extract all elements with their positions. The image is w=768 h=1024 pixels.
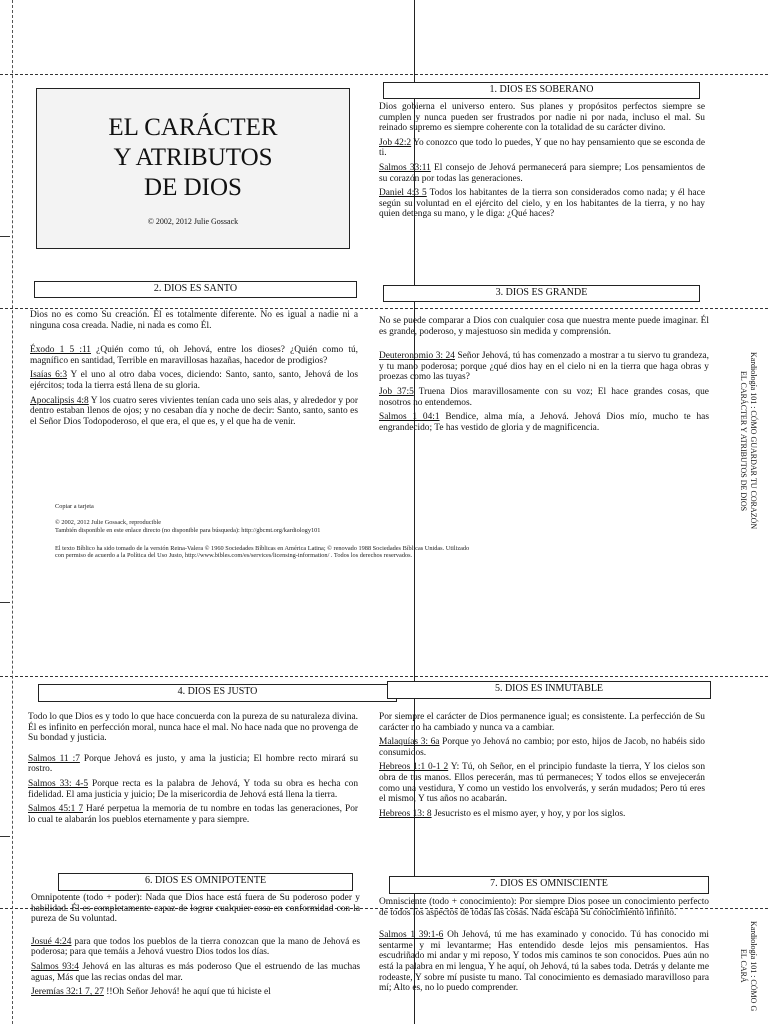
section-2-heading: 2. DIOS ES SANTO [34, 281, 357, 298]
verse-text: !!Oh Señor Jehová! he aquí que tú hiciste el [106, 987, 271, 998]
section-2-intro: Dios no es como Su creación. Él es totalmente diferente. No es igual a nadie ni a ninguna cosa creada. Nadie, ni nada es como Él. [30, 310, 358, 331]
side-label-lower [738, 910, 758, 1022]
verse-reference: Jeremías 32:1 7, 27 [31, 987, 104, 998]
verse-text: Porque recta es la palabra de Jehová, Y toda su obra es hecha con fidelidad. El ama justicia y juicio; De la misericordia de Jehová está llena la tierra. [28, 778, 359, 800]
side-topic-title: EL CARÁ [739, 949, 748, 983]
footer-license-2: con permiso de acuerdo a la Política del Uso Justo, http://www.bibles.com/es/services/licensing-information/ . Todos los derechos reservados. [55, 552, 413, 559]
section-3-intro: No se puede comparar a Dios con cualquier cosa que nuestra mente puede imaginar. Él es grande, poderoso, y majestuoso sin medida y comprensión. [379, 316, 709, 337]
cut-line-upper-middle [0, 308, 768, 309]
section-1-intro: Dios gobierna el universo entero. Sus planes y propósitos perfectos siempre se cumplen y nunca pueden ser frustrados por nadie ni por nada, incluso el mal. Su reinado supremo es siempre coherente con la totalidad de su carácter divino. [379, 102, 705, 134]
verse-reference: Salmos 45:1 7 [28, 804, 84, 815]
section-7-intro: Omnisciente (todo + conocimiento): Por siempre Dios posee un conocimiento perfecto de todos los aspectos de todas las cosas. Nada escapa Su conocimiento infinito. [379, 897, 709, 918]
left-edge-line [12, 0, 13, 1024]
verse-reference: Deuteronomio 3: 24 [379, 351, 455, 362]
margin-tick [0, 836, 10, 837]
verse-text: Truena Dios maravillosamente con su voz; El hace grandes cosas, que nosotros no entendemos. [379, 386, 709, 408]
section-5-heading: 5. DIOS ES INMUTABLE [387, 681, 711, 699]
title-line-3: DE DIOS [144, 174, 242, 201]
verse-reference: Hebreos 13: 8 [379, 808, 432, 819]
verse-text: Y el uno al otro daba voces, diciendo: Santo, santo, santo, Jehová de los ejércitos; toda la tierra está llena de su gloria. [30, 370, 358, 391]
section-7-heading: 7. DIOS ES OMNISCIENTE [389, 876, 709, 894]
verse-text: Bendice, alma mía, a Jehová. Jehová Dios mío, mucho te has engrandecido; Te has vestido de gloria y de magnificencia. [379, 412, 709, 433]
verse-reference: Daniel 4:3 5 [379, 188, 427, 199]
verse-reference: Salmos 1 04:1 [379, 412, 440, 423]
title-line-1: EL CARÁCTER [108, 114, 278, 141]
verse-text: El consejo de Jehová permanecerá para siempre; Los pensamientos de su corazón por todas las generaciones. [379, 162, 705, 184]
section-7-body [379, 897, 709, 1024]
verse-text: Y los cuatro seres vivientes tenían cada uno seis alas, y alrededor y por dentro estaban llenos de ojos; y no cesaban día y noche de decir: Santo, santo, santo es el Señor Dios Todopoderoso, el que era, el que es, y el que ha de venir. [30, 395, 358, 427]
verse-text: Señor Jehová, tú has comenzado a mostrar a tu siervo tu grandeza, y tu mano poderosa; porque ¿qué dios hay en el cielo ni en la tierra que haga obras y proezas como las tuyas? [379, 351, 709, 383]
section-4-intro: Todo lo que Dios es y todo lo que hace concuerda con la pureza de su naturaleza divina. Él es infinito en perfección moral, nunca hace el mal. No hace nada que no provenga de Su bondad y justicia. [28, 712, 358, 744]
verse-text: Todos los habitantes de la tierra son considerados como nada; y él hace según su voluntad en el ejército del cielo, y en los habitantes de la tierra, y no hay quien detenga su mano, y le diga: ¿Qué haces? [379, 188, 705, 220]
verse-text: Yo conozco que todo lo puedes, Y que no hay pensamiento que se esconda de ti. [379, 137, 705, 159]
section-2-body [30, 310, 358, 431]
verse-text: para que todos los pueblos de la tierra conozcan que la mano de Jehová es poderosa; para que temáis a Jehová vuestro Dios todos los días. [31, 936, 361, 958]
section-6-body [31, 893, 360, 1002]
verse-reference: Salmos 33:11 [379, 162, 431, 173]
footer-link: También disponible en este enlace directo (no disponible para búsqueda): http://gbcmt.org/kardiology101 [55, 527, 321, 534]
verse-text: Jehová en las alturas es más poderoso Que el estruendo de las muchas aguas, Más que las recias ondas del mar. [31, 961, 361, 983]
verse-reference: Salmos 11 :7 [28, 753, 80, 764]
section-5-body [379, 712, 705, 823]
cut-line-lower-middle [0, 676, 768, 677]
verse-reference: Salmos 1 39:1-6 [379, 930, 444, 941]
verse-reference: Salmos 33: 4-5 [28, 778, 89, 789]
verse-reference: Malaquías 3: 6a [379, 737, 440, 748]
verse-reference: Job 42:2 [379, 137, 412, 148]
verse-text: Oh Jehová, tú me has examinado y conocido. Tú has conocido mi sentarme y mi levantarme; Has entendido desde lejos mis pensamientos. Has escudriñado mi andar y mi reposo, Y todos mis caminos te son conocidos. Pues aún no está la palabra en mi lengua, Y he aquí, oh Jehová, tú la sabes toda. Detrás y delante me rodeaste, Y sobre mí pusiste tu mano. Tal conocimiento es demasiado maravilloso para mí; Alto es, no lo puedo comprender. [379, 930, 709, 994]
verse-text: Y: Tú, oh Señor, en el principio fundaste la tierra, Y los cielos son obra de tus manos. Ellos perecerán, mas tú permaneces; Y todos ellos se envejecerán como una vestidura, Y como un vestido los envolverás, y serán mudados; Pero tú eres el mismo, Y tus años no acabarán. [379, 762, 706, 805]
title-card [36, 88, 350, 249]
verse-text: ¿Quién como tú, oh Jehová, entre los dioses? ¿Quién como tú, magnífico en santidad, Terrible en maravillosas hazañas, hacedor de prodigios? [30, 345, 358, 366]
verse-reference: Josué 4:24 [31, 936, 72, 947]
section-6-intro: Omnipotente (todo + poder): Nada que Dios hace está fuera de Su poderoso poder y habilidad. Él es completamente capaz de lograr cualquier cosa en conformidad con la pureza de Su voluntad. [31, 893, 360, 925]
verse-reference: Job 37:5 [379, 386, 414, 397]
verse-text: Haré perpetua la memoria de tu nombre en todas las generaciones, Por lo cual te alabarán los pueblos eternamente y para siempre. [28, 804, 359, 825]
title-copyright: © 2002, 2012 Julie Gossack [147, 217, 239, 226]
side-label-upper [738, 316, 758, 566]
verse-text: Jesucristo es el mismo ayer, y hoy, y por los siglos. [433, 808, 626, 819]
verse-reference: Hebreos 1:1 0-1 2 [379, 762, 449, 773]
section-1-heading: 1. DIOS ES SOBERANO [383, 82, 700, 99]
verse-text: Porque yo Jehová no cambio; por esto, hijos de Jacob, no habéis sido consumidos. [379, 737, 705, 758]
margin-tick [0, 602, 10, 603]
footer-copyright: © 2002, 2012 Julie Gossack, reproducible [55, 519, 162, 526]
verse-reference: Isaías 6:3 [30, 370, 68, 381]
footer-license-1: El texto Bíblico ha sido tomado de la versión Reina-Valera © 1960 Sociedades Bíblicas en América Latina; © renovado 1988 Sociedades Bíblicas Unidas. Utilizado [55, 545, 470, 552]
cut-line-top [0, 74, 768, 75]
section-3-body [379, 316, 709, 437]
side-course-title: Kardiología 101 : CÓMO GUARDAR TU CORAZÓN [749, 352, 758, 530]
section-5-intro: Por siempre el carácter de Dios permanence igual; es consistente. La perfección de Su carácter no ha cambiado y nunca va a cambiar. [379, 712, 705, 733]
verse-reference: Éxodo 1 5 :11 [30, 345, 91, 356]
section-4-body [28, 712, 358, 829]
footer-copy-card: Copiar a tarjeta [55, 503, 94, 510]
section-1-body [379, 102, 705, 224]
verse-reference: Apocalipsis 4:8 [30, 395, 89, 406]
section-4-heading: 4. DIOS ES JUSTO [38, 684, 397, 702]
title-line-2: Y ATRIBUTOS [113, 144, 273, 171]
side-course-title: Kardiología 101 : CÓMO G [749, 920, 758, 1012]
section-3-heading: 3. DIOS ES GRANDE [383, 285, 700, 302]
section-6-heading: 6. DIOS ES OMNIPOTENTE [58, 873, 353, 891]
verse-reference: Salmos 93:4 [31, 961, 79, 972]
verse-text: Porque Jehová es justo, y ama la justicia; El hombre recto mirará su rostro. [28, 753, 359, 775]
margin-tick [0, 236, 10, 237]
side-topic-title: EL CARÁCTER Y ATRIBUTOS DE DIOS [739, 370, 748, 512]
